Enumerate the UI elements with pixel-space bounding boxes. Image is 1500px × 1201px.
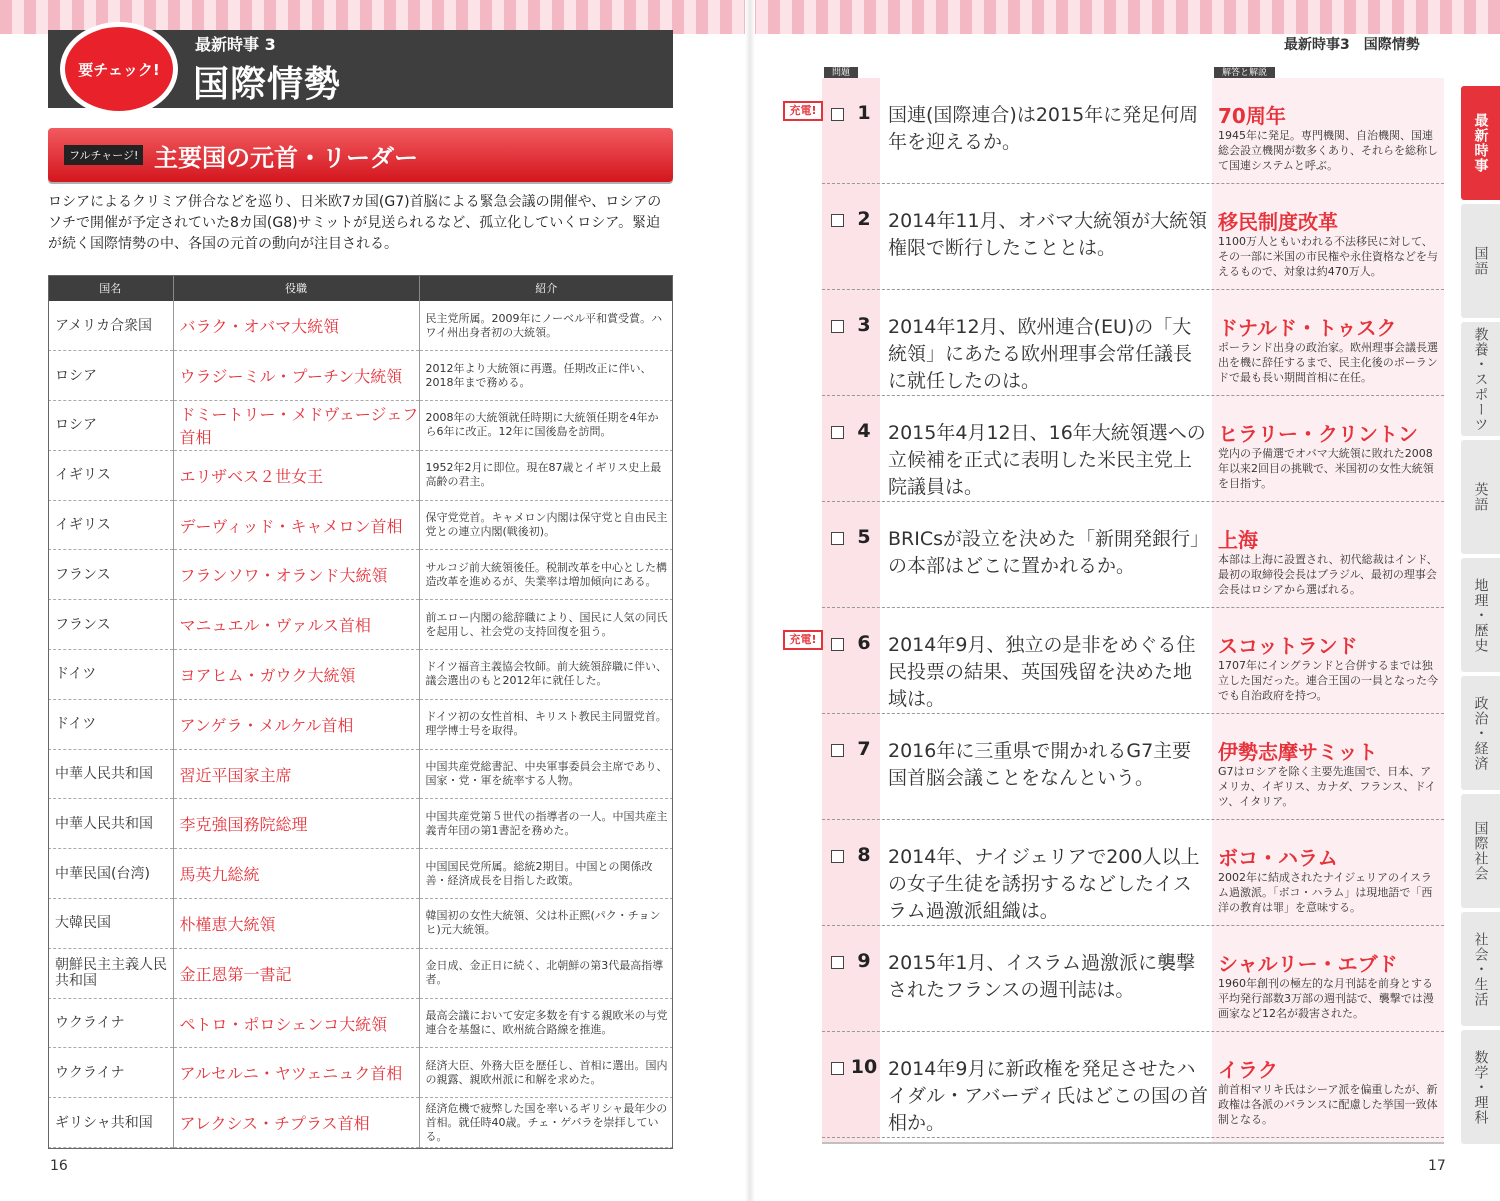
hot-badge: 充電!	[783, 630, 823, 650]
header-subtitle: 最新時事 3	[195, 35, 276, 54]
table-row	[48, 699, 673, 749]
answer-note: 1707年にイングランドと合併するまでは独立した国だった。連合王国の一員となった今でも自治政府を持つ。	[1218, 659, 1438, 702]
side-tab-label: 教養・スポーツ	[1472, 326, 1489, 432]
country-cell: ギリシャ共和国	[48, 1098, 173, 1148]
question-column-label: 問題	[824, 67, 858, 79]
table-row	[48, 301, 673, 351]
checkbox[interactable]	[831, 426, 844, 439]
table-row	[48, 1048, 673, 1098]
checkbox[interactable]	[831, 956, 844, 969]
check-badge	[60, 22, 178, 116]
question-number: 3	[857, 314, 871, 336]
checkbox[interactable]	[831, 108, 844, 121]
intro-cell: 中国共産党総書記、中央軍事委員会主席であり、国家・党・軍を統率する人物。	[419, 749, 673, 799]
intro-cell: 保守党党首。キャメロン内閣は保守党と自由民主党との連立内閣(戦後初)。	[419, 500, 673, 550]
role-cell: 李克強国務院総理	[173, 799, 419, 849]
country-cell: ドイツ	[48, 650, 173, 700]
answer-column-label: 解答と解説	[1214, 67, 1275, 79]
question-row	[822, 502, 1444, 608]
role-cell: ヨアヒム・ガウク大統領	[173, 650, 419, 700]
question-row	[822, 608, 1444, 714]
intro-cell: 前エロー内閣の総辞職により、国民に人気の同氏を起用し、社会党の支持回復を狙う。	[419, 600, 673, 650]
table-row	[48, 948, 673, 998]
intro-cell: 中国国民党所属。総統2期目。中国との関係改善・経済成長を目指した政策。	[419, 849, 673, 899]
side-tab[interactable]	[1461, 86, 1500, 200]
table-row	[48, 749, 673, 799]
table-row	[48, 401, 673, 451]
checkbox[interactable]	[831, 744, 844, 757]
role-cell: ウラジーミル・プーチン大統領	[173, 351, 419, 401]
question-number: 9	[857, 950, 871, 972]
page-number-left: 16	[50, 1158, 68, 1174]
side-tab[interactable]	[1461, 204, 1500, 318]
side-tab[interactable]	[1461, 794, 1500, 908]
intro-paragraph: ロシアによるクリミア併合などを巡り、日米欧7カ国(G7)首脳による緊急会議の開催や、ロシアのソチで開催が予定されていた8カ国(G8)サミットが見送られるなど、孤立化していくロシア。緊迫が続く国際情勢の中、各国の元首の動向が注目される。	[48, 194, 662, 252]
book-spine	[745, 0, 755, 1201]
side-tab[interactable]	[1461, 322, 1500, 436]
country-cell: 中華人民共和国	[48, 749, 173, 799]
role-cell: 馬英九総統	[173, 849, 419, 899]
side-tab-label: 数学・理科	[1472, 1049, 1489, 1125]
answer-note: G7はロシアを除く主要先進国で、日本、アメリカ、イギリス、カナダ、フランス、ドイツ、イタリア。	[1218, 765, 1436, 808]
country-cell: フランス	[48, 600, 173, 650]
intro-cell: 中国共産党第５世代の指導者の一人。中国共産主義青年団の第1書記を務めた。	[419, 799, 673, 849]
role-cell: アレクシス・チプラス首相	[173, 1098, 419, 1148]
question-row	[822, 78, 1444, 184]
side-tab-label: 社会・生活	[1472, 931, 1489, 1007]
role-cell: 金正恩第一書記	[173, 948, 419, 998]
side-tab-label: 英語	[1472, 482, 1489, 512]
question-number: 7	[857, 738, 871, 760]
intro-cell: 最高会議において安定多数を有する親欧米の与党連合を基盤に、欧州統合路線を推進。	[419, 998, 673, 1048]
question-text: 2014年11月、オバマ大統領が大統領権限で断行したこととは。	[888, 210, 1208, 259]
table-row	[48, 849, 673, 899]
answer-note: 1100万人ともいわれる不法移民に対して、その一部に米国の市民権や永住資格などを与えるもので、対象は約470万人。	[1218, 235, 1438, 278]
table-row	[48, 600, 673, 650]
answer-note: 前首相マリキ氏はシーア派を偏重したが、新政権は各派のバランスに配慮した挙国一致体制となる。	[1218, 1083, 1438, 1126]
side-tab[interactable]	[1461, 676, 1500, 790]
question-number: 4	[857, 420, 871, 442]
answer-note: 1945年に発足。専門機関、自治機関、国連総会設立機関が数多くあり、それらを総称して国連システムと呼ぶ。	[1218, 129, 1438, 172]
role-cell: 習近平国家主席	[173, 749, 419, 799]
role-cell: ドミートリー・メドヴェージェフ首相	[173, 401, 419, 451]
column-header-role: 役職	[173, 275, 419, 301]
running-head: 最新時事3 国際情勢	[1284, 37, 1420, 53]
table-row	[48, 799, 673, 849]
intro-cell: 2012年より大統領に再選。任期改正に伴い、2018年まで務める。	[419, 351, 673, 401]
table-row	[48, 500, 673, 550]
role-cell: バラク・オバマ大統領	[173, 301, 419, 351]
question-text: BRICsが設立を決めた「新開発銀行」の本部はどこに置かれるか。	[888, 528, 1200, 577]
side-index-tabs	[1461, 86, 1500, 1148]
answer-text: ドナルド・トゥスク	[1218, 316, 1397, 340]
answer-note: 1960年創刊の極左的な月刊誌を前身とする平均発行部数3万部の週刊誌で、襲撃では漫画家など12名が殺害された。	[1218, 977, 1434, 1020]
role-cell: 朴槿恵大統領	[173, 899, 419, 949]
answer-note: 党内の予備選でオバマ大統領に敗れた2008年以来2回目の挑戦で、米国初の女性大統領を目指す。	[1218, 447, 1434, 490]
answer-text: 70周年	[1218, 104, 1286, 128]
intro-cell: 韓国初の女性大統領、父は朴正熙(パク・チョンヒ)元大統領。	[419, 899, 673, 949]
intro-cell: 2008年の大統領就任時期に大統領任期を4年から6年に改正。12年に国後島を訪問。	[419, 401, 673, 451]
country-cell: ロシア	[48, 401, 173, 451]
question-text: 2014年9月に新政権を発足させたハイダル・アバーディ氏はどこの国の首相か。	[888, 1058, 1208, 1134]
country-cell: 大韓民国	[48, 899, 173, 949]
question-row	[822, 1032, 1444, 1138]
table-row	[48, 899, 673, 949]
side-tab[interactable]	[1461, 440, 1500, 554]
full-charge-tag: フルチャージ!	[64, 145, 143, 165]
answer-text: イラク	[1218, 1058, 1278, 1082]
checkbox[interactable]	[831, 214, 844, 227]
section-title: 主要国の元首・リーダー	[154, 144, 418, 172]
country-cell: ドイツ	[48, 699, 173, 749]
question-number: 1	[857, 102, 871, 124]
question-list-bottom-rule	[822, 1142, 1444, 1144]
country-cell: ウクライナ	[48, 998, 173, 1048]
role-cell: デーヴィッド・キャメロン首相	[173, 500, 419, 550]
country-cell: イギリス	[48, 450, 173, 500]
checkbox[interactable]	[831, 850, 844, 863]
question-text: 2014年、ナイジェリアで200人以上の女子生徒を誘拐するなどしたイスラム過激派組織は。	[888, 846, 1200, 922]
page-title: 国際情勢	[193, 64, 342, 105]
question-number: 10	[850, 1056, 878, 1078]
question-row	[822, 396, 1444, 502]
intro-cell: 経済危機で疲弊した国を率いるギリシャ最年少の首相。就任時40歳。チェ・ゲバラを崇拝している。	[419, 1098, 673, 1148]
question-row	[822, 290, 1444, 396]
side-tab-label: 政治・経済	[1472, 695, 1489, 771]
side-tab[interactable]	[1461, 912, 1500, 1026]
hot-badge: 充電!	[783, 101, 823, 121]
role-cell: アルセルニ・ヤツェニュク首相	[173, 1048, 419, 1098]
question-text: 2015年4月12日、16年大統領選への立候補を正式に表明した米民主党上院議員は。	[888, 422, 1206, 498]
question-text: 2015年1月、イスラム過激派に襲撃されたフランスの週刊誌は。	[888, 952, 1196, 1001]
section-banner	[48, 128, 673, 182]
leaders-table	[48, 275, 673, 1148]
table-row	[48, 450, 673, 500]
side-tab-label: 国語	[1472, 246, 1489, 276]
table-header-row	[48, 275, 673, 301]
table-row	[48, 351, 673, 401]
role-cell: フランソワ・オランド大統領	[173, 550, 419, 600]
question-row	[822, 184, 1444, 290]
country-cell: アメリカ合衆国	[48, 301, 173, 351]
question-number: 5	[857, 526, 871, 548]
intro-cell: 民主党所属。2009年にノーベル平和賞受賞。ハワイ州出身者初の大統領。	[419, 301, 673, 351]
country-cell: 中華民国(台湾)	[48, 849, 173, 899]
intro-cell: 金日成、金正日に続く、北朝鮮の第3代最高指導者。	[419, 948, 673, 998]
check-badge-label: 要チェック!	[78, 60, 160, 79]
checkbox[interactable]	[831, 1062, 844, 1075]
question-text: 国連(国際連合)は2015年に発足何周年を迎えるか。	[888, 104, 1199, 153]
role-cell: マニュエル・ヴァルス首相	[173, 600, 419, 650]
country-cell: 朝鮮民主主義人民共和国	[48, 948, 173, 998]
question-number: 2	[857, 208, 871, 230]
answer-text: ボコ・ハラム	[1218, 846, 1338, 870]
table-row	[48, 650, 673, 700]
side-tab-label: 国際社会	[1472, 821, 1489, 881]
table-row	[48, 550, 673, 600]
question-row	[822, 926, 1444, 1032]
page-number-right: 17	[1428, 1158, 1446, 1174]
side-tab-label: 地理・歴史	[1472, 577, 1489, 653]
intro-cell: サルコジ前大統領後任。税制改革を中心とした構造改革を進めるが、失業率は増加傾向にある。	[419, 550, 673, 600]
side-tab-label: 最新時事	[1472, 113, 1489, 173]
answer-text: ヒラリー・クリントン	[1218, 422, 1418, 446]
side-tab[interactable]	[1461, 558, 1500, 672]
question-number: 6	[857, 632, 871, 654]
table-row	[48, 998, 673, 1048]
answer-text: シャルリー・エブド	[1218, 952, 1398, 976]
answer-note: ポーランド出身の政治家。欧州理事会議長選出を機に辞任するまで、民主化後のポーランドで最も長い期間首相に在任。	[1218, 341, 1438, 384]
answer-text: 上海	[1218, 528, 1258, 552]
question-text: 2016年に三重県で開かれるG7主要国首脳会議ことをなんという。	[888, 740, 1192, 789]
checkbox[interactable]	[831, 320, 844, 333]
question-text: 2014年9月、独立の是非をめぐる住民投票の結果、英国残留を決めた地域は。	[888, 634, 1196, 710]
country-cell: イギリス	[48, 500, 173, 550]
intro-cell: 経済大臣、外務大臣を歴任し、首相に選出。国内の親露、親欧州派に和解を求めた。	[419, 1048, 673, 1098]
country-cell: 中華人民共和国	[48, 799, 173, 849]
question-row	[822, 820, 1444, 926]
answer-text: 伊勢志摩サミット	[1218, 740, 1378, 764]
answer-text: 移民制度改革	[1218, 210, 1338, 234]
column-header-country: 国名	[48, 275, 173, 301]
answer-text: スコットランド	[1218, 634, 1358, 658]
question-row	[822, 714, 1444, 820]
role-cell: エリザベス２世女王	[173, 450, 419, 500]
intro-cell: ドイツ初の女性首相、キリスト教民主同盟党首。理学博士号を取得。	[419, 699, 673, 749]
answer-note: 本部は上海に設置され、初代総裁はインド、最初の取締役会長はブラジル、最初の理事会会長はロシアから選ばれる。	[1218, 553, 1438, 596]
country-cell: ウクライナ	[48, 1048, 173, 1098]
country-cell: ロシア	[48, 351, 173, 401]
country-cell: フランス	[48, 550, 173, 600]
intro-cell: 1952年2月に即位。現在87歳とイギリス史上最高齢の君主。	[419, 450, 673, 500]
leaders-table-body	[48, 301, 673, 1148]
role-cell: ペトロ・ポロシェンコ大統領	[173, 998, 419, 1048]
answer-note: 2002年に結成されたナイジェリアのイスラム過激派。「ボコ・ハラム」は現地語で「西洋の教育は罪」を意味する。	[1218, 871, 1433, 914]
side-tab[interactable]	[1461, 1030, 1500, 1144]
table-row	[48, 1098, 673, 1148]
question-text: 2014年12月、欧州連合(EU)の「大統領」にあたる欧州理事会常任議長に就任したのは。	[888, 316, 1193, 392]
checkbox[interactable]	[831, 532, 844, 545]
intro-cell: ドイツ福音主義協会牧師。前大統領辞職に伴い、議会選出のもと2012年に就任した。	[419, 650, 673, 700]
role-cell: アンゲラ・メルケル首相	[173, 699, 419, 749]
question-number: 8	[857, 844, 871, 866]
checkbox[interactable]	[831, 638, 844, 651]
column-header-intro: 紹介	[419, 275, 673, 301]
